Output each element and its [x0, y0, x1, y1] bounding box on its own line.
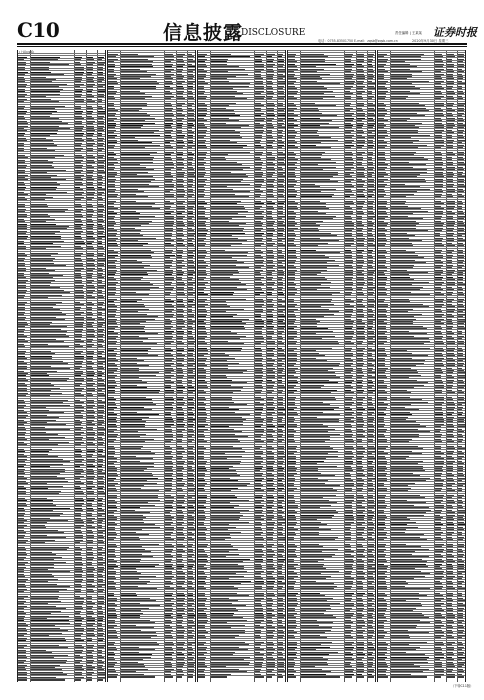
masthead [0, 0, 484, 44]
table-cell [18, 679, 27, 680]
table-row [18, 678, 105, 681]
masthead-rule-thin [17, 46, 467, 47]
table-cell [75, 679, 81, 680]
table-cell [31, 679, 65, 680]
date-line: 2020年9月30日 星期三 [412, 38, 449, 43]
disclosure-table-area [17, 50, 467, 682]
page-number: C10 [17, 18, 59, 42]
masthead-rule-thick [17, 43, 467, 45]
table-column [107, 50, 196, 682]
table-column [17, 50, 106, 682]
table-caption: (上接C9版) [19, 50, 34, 54]
section-title: 信息披露 [163, 18, 243, 45]
newspaper-logo: 证券时报 [433, 24, 477, 40]
section-subtitle: DISCLOSURE [241, 28, 305, 38]
table-cell [87, 679, 92, 680]
editor-line: 责任编辑 | 王某某 [395, 30, 422, 35]
contact-line: 电话：0755-83501750 E-mail：zqsb@zqsb.com.cn [318, 38, 398, 43]
table-cell [98, 679, 103, 680]
